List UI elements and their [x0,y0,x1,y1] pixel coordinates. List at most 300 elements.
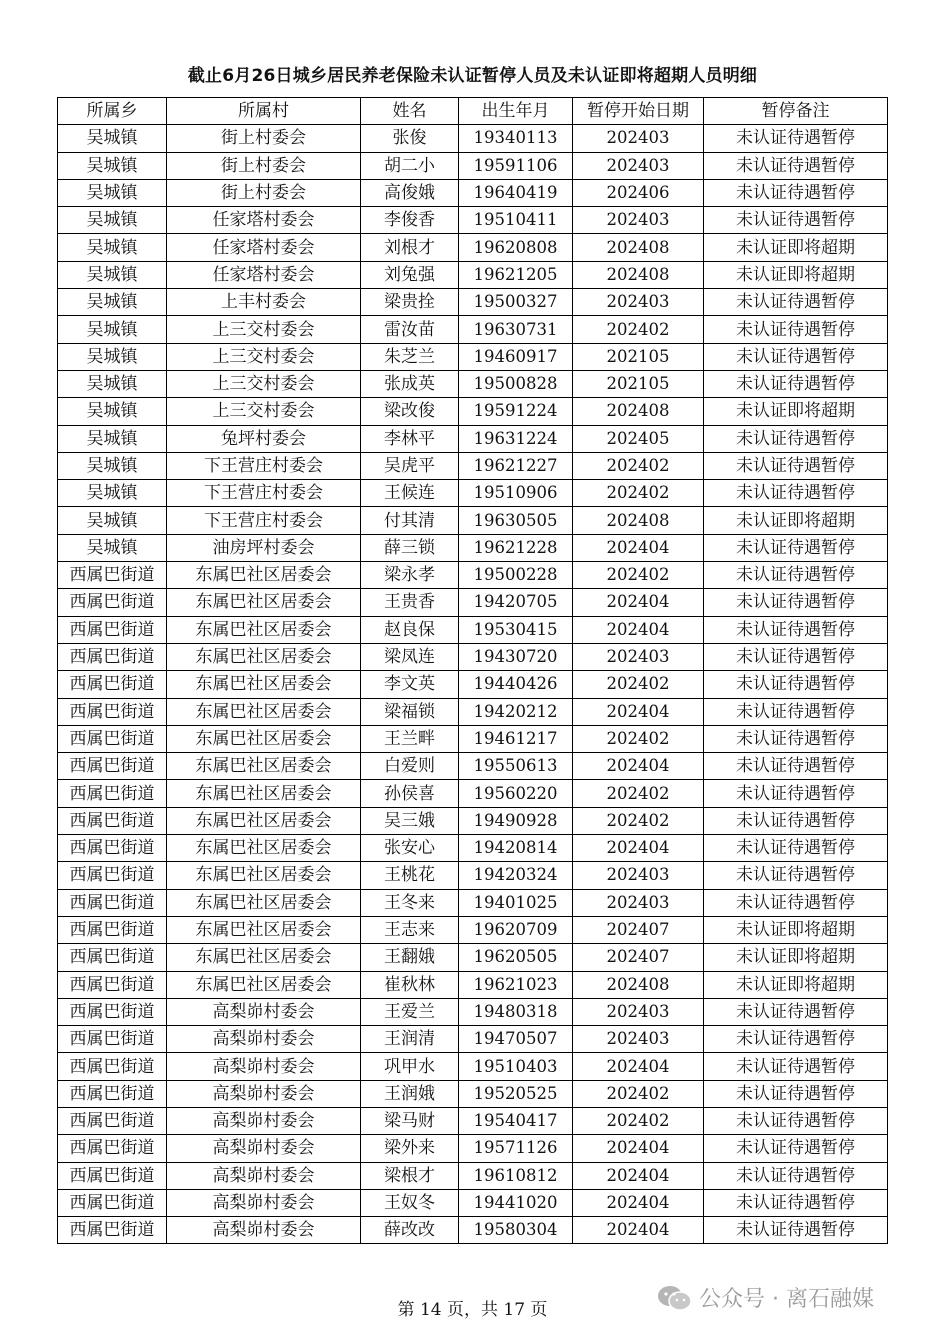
cell-suspend-start: 202404 [573,1162,704,1189]
cell-remark: 未认证即将超期 [704,261,888,288]
cell-name: 刘兔强 [361,261,459,288]
cell-name: 付其清 [361,507,459,534]
table-row [58,835,888,862]
cell-township: 吴城镇 [58,316,167,343]
table-row [58,398,888,425]
cell-remark: 未认证待遇暂停 [704,179,888,206]
cell-township: 西属巴街道 [58,1080,167,1107]
cell-birth: 19620709 [459,916,573,943]
cell-township: 西属巴街道 [58,780,167,807]
cell-suspend-start: 202402 [573,452,704,479]
cell-suspend-start: 202404 [573,698,704,725]
table-row [58,589,888,616]
cell-township: 西属巴街道 [58,671,167,698]
cell-township: 西属巴街道 [58,616,167,643]
cell-village: 高梨峁村委会 [167,1026,361,1053]
table-row [58,1189,888,1216]
table-row [58,916,888,943]
cell-birth: 19591106 [459,152,573,179]
cell-village: 上三交村委会 [167,316,361,343]
cell-suspend-start: 202403 [573,1026,704,1053]
cell-birth: 19480318 [459,998,573,1025]
table-row [58,370,888,397]
cell-birth: 19420814 [459,835,573,862]
cell-remark: 未认证待遇暂停 [704,998,888,1025]
cell-remark: 未认证待遇暂停 [704,589,888,616]
cell-suspend-start: 202403 [573,889,704,916]
cell-birth: 19340113 [459,125,573,152]
cell-remark: 未认证待遇暂停 [704,562,888,589]
cell-suspend-start: 202105 [573,343,704,370]
cell-suspend-start: 202402 [573,780,704,807]
table-row [58,261,888,288]
cell-suspend-start: 202403 [573,207,704,234]
cell-name: 梁外来 [361,1135,459,1162]
cell-township: 吴城镇 [58,207,167,234]
cell-birth: 19460917 [459,343,573,370]
cell-suspend-start: 202408 [573,507,704,534]
cell-name: 孙侯喜 [361,780,459,807]
table-row [58,179,888,206]
cell-village: 东属巴社区居委会 [167,562,361,589]
cell-suspend-start: 202403 [573,998,704,1025]
cell-township: 西属巴街道 [58,807,167,834]
table-row [58,643,888,670]
cell-remark: 未认证待遇暂停 [704,643,888,670]
cell-township: 西属巴街道 [58,1217,167,1244]
cell-village: 高梨峁村委会 [167,1135,361,1162]
table-row [58,944,888,971]
cell-name: 朱芝兰 [361,343,459,370]
table-row [58,1135,888,1162]
cell-township: 西属巴街道 [58,1135,167,1162]
cell-township: 西属巴街道 [58,1053,167,1080]
cell-name: 梁贵拴 [361,289,459,316]
cell-township: 西属巴街道 [58,862,167,889]
cell-township: 吴城镇 [58,234,167,261]
cell-birth: 19621023 [459,971,573,998]
wechat-icon [657,1284,693,1312]
cell-birth: 19610812 [459,1162,573,1189]
cell-township: 西属巴街道 [58,1107,167,1134]
cell-name: 崔秋林 [361,971,459,998]
cell-village: 东属巴社区居委会 [167,671,361,698]
cell-birth: 19440426 [459,671,573,698]
cell-birth: 19591224 [459,398,573,425]
cell-suspend-start: 202404 [573,534,704,561]
cell-township: 西属巴街道 [58,971,167,998]
cell-township: 吴城镇 [58,125,167,152]
cell-birth: 19560220 [459,780,573,807]
cell-birth: 19510906 [459,480,573,507]
cell-name: 白爱则 [361,753,459,780]
table-row [58,234,888,261]
header-remark: 暂停备注 [704,98,888,125]
cell-township: 吴城镇 [58,480,167,507]
cell-remark: 未认证待遇暂停 [704,207,888,234]
cell-village: 东属巴社区居委会 [167,971,361,998]
cell-remark: 未认证待遇暂停 [704,425,888,452]
cell-name: 梁永孝 [361,562,459,589]
cell-village: 高梨峁村委会 [167,1107,361,1134]
cell-township: 吴城镇 [58,507,167,534]
cell-remark: 未认证待遇暂停 [704,753,888,780]
cell-township: 吴城镇 [58,370,167,397]
cell-remark: 未认证即将超期 [704,398,888,425]
table-row [58,971,888,998]
cell-remark: 未认证待遇暂停 [704,862,888,889]
cell-township: 西属巴街道 [58,562,167,589]
cell-remark: 未认证待遇暂停 [704,1217,888,1244]
cell-suspend-start: 202402 [573,1107,704,1134]
cell-village: 东属巴社区居委会 [167,862,361,889]
table-row [58,343,888,370]
table-row [58,725,888,752]
cell-birth: 19420212 [459,698,573,725]
cell-name: 王志来 [361,916,459,943]
cell-birth: 19470507 [459,1026,573,1053]
cell-suspend-start: 202403 [573,643,704,670]
cell-suspend-start: 202403 [573,289,704,316]
table-row [58,289,888,316]
cell-village: 东属巴社区居委会 [167,698,361,725]
cell-name: 高俊娥 [361,179,459,206]
cell-village: 东属巴社区居委会 [167,643,361,670]
table-row [58,780,888,807]
cell-birth: 19500828 [459,370,573,397]
cell-name: 王润娥 [361,1080,459,1107]
cell-township: 西属巴街道 [58,643,167,670]
cell-birth: 19620808 [459,234,573,261]
cell-remark: 未认证待遇暂停 [704,316,888,343]
cell-remark: 未认证待遇暂停 [704,780,888,807]
cell-name: 王润清 [361,1026,459,1053]
cell-suspend-start: 202403 [573,152,704,179]
cell-name: 梁福锁 [361,698,459,725]
cell-remark: 未认证待遇暂停 [704,616,888,643]
table-row [58,534,888,561]
cell-name: 张成英 [361,370,459,397]
cell-name: 胡二小 [361,152,459,179]
cell-remark: 未认证待遇暂停 [704,480,888,507]
cell-township: 西属巴街道 [58,1026,167,1053]
cell-birth: 19530415 [459,616,573,643]
table-row [58,753,888,780]
header-township: 所属乡 [58,98,167,125]
cell-township: 西属巴街道 [58,589,167,616]
cell-village: 东属巴社区居委会 [167,916,361,943]
cell-village: 高梨峁村委会 [167,1080,361,1107]
cell-village: 高梨峁村委会 [167,1217,361,1244]
cell-township: 西属巴街道 [58,998,167,1025]
cell-village: 东属巴社区居委会 [167,589,361,616]
cell-remark: 未认证待遇暂停 [704,1026,888,1053]
cell-township: 西属巴街道 [58,916,167,943]
cell-township: 吴城镇 [58,261,167,288]
cell-birth: 19630731 [459,316,573,343]
cell-suspend-start: 202402 [573,316,704,343]
cell-village: 高梨峁村委会 [167,1162,361,1189]
table-row [58,207,888,234]
cell-name: 张俊 [361,125,459,152]
cell-name: 王贵香 [361,589,459,616]
cell-suspend-start: 202105 [573,370,704,397]
cell-birth: 19430720 [459,643,573,670]
cell-village: 东属巴社区居委会 [167,835,361,862]
cell-village: 上三交村委会 [167,370,361,397]
cell-name: 刘根才 [361,234,459,261]
cell-birth: 19490928 [459,807,573,834]
cell-birth: 19420705 [459,589,573,616]
cell-village: 任家塔村委会 [167,261,361,288]
cell-village: 东属巴社区居委会 [167,753,361,780]
header-birth: 出生年月 [459,98,573,125]
cell-remark: 未认证即将超期 [704,507,888,534]
cell-suspend-start: 202403 [573,125,704,152]
cell-suspend-start: 202402 [573,725,704,752]
table-row [58,480,888,507]
cell-township: 西属巴街道 [58,698,167,725]
cell-name: 雷汝苗 [361,316,459,343]
cell-remark: 未认证待遇暂停 [704,289,888,316]
cell-village: 东属巴社区居委会 [167,780,361,807]
cell-name: 李林平 [361,425,459,452]
table-row [58,452,888,479]
cell-township: 西属巴街道 [58,889,167,916]
table-row [58,425,888,452]
cell-name: 李俊香 [361,207,459,234]
cell-township: 西属巴街道 [58,944,167,971]
cell-name: 吴虎平 [361,452,459,479]
table-row [58,316,888,343]
table-row [58,998,888,1025]
table-row [58,1107,888,1134]
cell-suspend-start: 202404 [573,616,704,643]
header-suspend-start: 暂停开始日期 [573,98,704,125]
table-row [58,889,888,916]
cell-remark: 未认证待遇暂停 [704,671,888,698]
cell-birth: 19420324 [459,862,573,889]
table-row [58,1162,888,1189]
cell-village: 上丰村委会 [167,289,361,316]
cell-village: 东属巴社区居委会 [167,889,361,916]
cell-village: 街上村委会 [167,125,361,152]
cell-remark: 未认证待遇暂停 [704,1162,888,1189]
cell-remark: 未认证即将超期 [704,234,888,261]
cell-village: 兔坪村委会 [167,425,361,452]
cell-name: 张安心 [361,835,459,862]
cell-name: 王奴冬 [361,1189,459,1216]
table-row [58,562,888,589]
cell-township: 吴城镇 [58,398,167,425]
cell-suspend-start: 202404 [573,589,704,616]
cell-name: 赵良保 [361,616,459,643]
cell-name: 梁马财 [361,1107,459,1134]
cell-suspend-start: 202404 [573,753,704,780]
cell-name: 王桃花 [361,862,459,889]
cell-birth: 19500327 [459,289,573,316]
cell-township: 吴城镇 [58,452,167,479]
cell-remark: 未认证待遇暂停 [704,835,888,862]
cell-suspend-start: 202404 [573,1135,704,1162]
cell-suspend-start: 202407 [573,916,704,943]
document-title: 截止6月26日城乡居民养老保险未认证暂停人员及未认证即将超期人员明细 [187,66,758,86]
cell-birth: 19571126 [459,1135,573,1162]
cell-name: 巩甲水 [361,1053,459,1080]
cell-name: 王翻娥 [361,944,459,971]
cell-remark: 未认证即将超期 [704,971,888,998]
cell-remark: 未认证待遇暂停 [704,1080,888,1107]
cell-birth: 19620505 [459,944,573,971]
table-row [58,698,888,725]
cell-suspend-start: 202402 [573,1080,704,1107]
cell-birth: 19550613 [459,753,573,780]
cell-suspend-start: 202402 [573,807,704,834]
cell-township: 西属巴街道 [58,753,167,780]
cell-suspend-start: 202406 [573,179,704,206]
cell-township: 西属巴街道 [58,725,167,752]
cell-township: 吴城镇 [58,179,167,206]
cell-village: 高梨峁村委会 [167,1189,361,1216]
cell-birth: 19631224 [459,425,573,452]
cell-remark: 未认证待遇暂停 [704,125,888,152]
cell-remark: 未认证待遇暂停 [704,725,888,752]
cell-name: 薛三锁 [361,534,459,561]
table-row [58,507,888,534]
cell-birth: 19500228 [459,562,573,589]
cell-birth: 19621228 [459,534,573,561]
cell-birth: 19510403 [459,1053,573,1080]
cell-village: 下王营庄村委会 [167,480,361,507]
cell-village: 街上村委会 [167,152,361,179]
cell-village: 上三交村委会 [167,398,361,425]
cell-name: 王兰畔 [361,725,459,752]
table-row [58,616,888,643]
cell-remark: 未认证即将超期 [704,944,888,971]
cell-remark: 未认证待遇暂停 [704,1189,888,1216]
cell-village: 东属巴社区居委会 [167,807,361,834]
cell-remark: 未认证待遇暂停 [704,807,888,834]
cell-birth: 19540417 [459,1107,573,1134]
cell-remark: 未认证待遇暂停 [704,343,888,370]
cell-remark: 未认证待遇暂停 [704,1135,888,1162]
cell-remark: 未认证待遇暂停 [704,534,888,561]
cell-suspend-start: 202408 [573,398,704,425]
cell-birth: 19510411 [459,207,573,234]
cell-name: 薛改改 [361,1217,459,1244]
cell-remark: 未认证待遇暂停 [704,152,888,179]
cell-name: 李文英 [361,671,459,698]
cell-birth: 19520525 [459,1080,573,1107]
cell-village: 高梨峁村委会 [167,998,361,1025]
cell-township: 吴城镇 [58,152,167,179]
cell-remark: 未认证待遇暂停 [704,370,888,397]
cell-remark: 未认证即将超期 [704,916,888,943]
cell-birth: 19461217 [459,725,573,752]
cell-remark: 未认证待遇暂停 [704,889,888,916]
header-village: 所属村 [167,98,361,125]
cell-suspend-start: 202403 [573,862,704,889]
cell-name: 吴三娥 [361,807,459,834]
cell-remark: 未认证待遇暂停 [704,1107,888,1134]
cell-suspend-start: 202404 [573,1217,704,1244]
cell-village: 任家塔村委会 [167,234,361,261]
table-row [58,1217,888,1244]
cell-suspend-start: 202402 [573,671,704,698]
cell-village: 东属巴社区居委会 [167,616,361,643]
page-number: 第 14 页，共 17 页 [397,1300,548,1320]
cell-suspend-start: 202404 [573,1053,704,1080]
header-name: 姓名 [361,98,459,125]
cell-suspend-start: 202408 [573,261,704,288]
cell-birth: 19640419 [459,179,573,206]
table-row [58,1053,888,1080]
cell-name: 梁凤连 [361,643,459,670]
table-row [58,152,888,179]
cell-suspend-start: 202402 [573,562,704,589]
cell-name: 梁根才 [361,1162,459,1189]
table-row [58,862,888,889]
cell-remark: 未认证待遇暂停 [704,1053,888,1080]
watermark [657,1282,874,1313]
cell-birth: 19621227 [459,452,573,479]
cell-village: 下王营庄村委会 [167,507,361,534]
cell-name: 王候连 [361,480,459,507]
cell-suspend-start: 202404 [573,1189,704,1216]
cell-name: 王爱兰 [361,998,459,1025]
cell-village: 高梨峁村委会 [167,1053,361,1080]
detail-table [57,97,888,1244]
table-row [58,807,888,834]
cell-village: 任家塔村委会 [167,207,361,234]
table-row [58,1026,888,1053]
table-row [58,125,888,152]
cell-name: 王冬来 [361,889,459,916]
table-header-row [58,98,888,125]
watermark-text: 公众号 · 离石融媒 [699,1287,874,1312]
cell-birth: 19580304 [459,1217,573,1244]
table-row [58,1080,888,1107]
cell-name: 梁改俊 [361,398,459,425]
cell-village: 上三交村委会 [167,343,361,370]
cell-village: 东属巴社区居委会 [167,725,361,752]
cell-suspend-start: 202402 [573,480,704,507]
cell-birth: 19401025 [459,889,573,916]
cell-birth: 19441020 [459,1189,573,1216]
cell-birth: 19621205 [459,261,573,288]
cell-suspend-start: 202407 [573,944,704,971]
cell-remark: 未认证待遇暂停 [704,452,888,479]
cell-remark: 未认证待遇暂停 [704,698,888,725]
table-row [58,671,888,698]
cell-suspend-start: 202404 [573,835,704,862]
cell-suspend-start: 202408 [573,234,704,261]
cell-village: 油房坪村委会 [167,534,361,561]
cell-suspend-start: 202405 [573,425,704,452]
cell-township: 西属巴街道 [58,1162,167,1189]
cell-township: 吴城镇 [58,425,167,452]
cell-township: 吴城镇 [58,534,167,561]
cell-birth: 19630505 [459,507,573,534]
cell-township: 西属巴街道 [58,1189,167,1216]
cell-township: 吴城镇 [58,343,167,370]
cell-township: 吴城镇 [58,289,167,316]
cell-village: 下王营庄村委会 [167,452,361,479]
cell-village: 街上村委会 [167,179,361,206]
cell-suspend-start: 202408 [573,971,704,998]
cell-township: 西属巴街道 [58,835,167,862]
cell-village: 东属巴社区居委会 [167,944,361,971]
